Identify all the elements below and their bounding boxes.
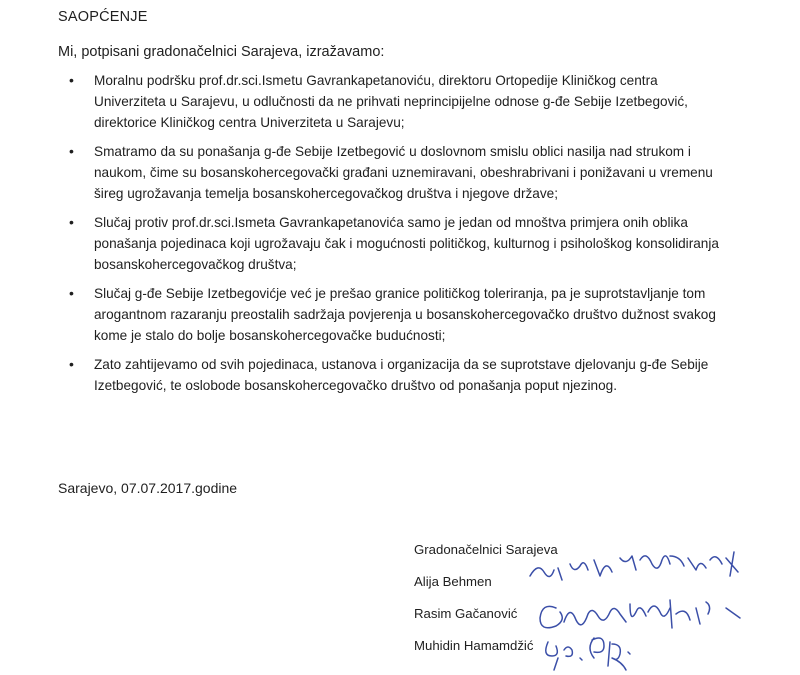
signer-name: Muhidin Hamamdžić <box>414 638 534 653</box>
signature-stroke <box>546 638 630 670</box>
list-item: • Moralnu podršku prof.dr.sci.Ismetu Gavrankapetanoviću, direktoru Ortopedije Kliničkog centra Univerziteta u Sarajevu, u odlučnosti da ne prihvati neprincipijelne odnose g-đe Sebije Izetbegović, direktorice Kliničkog centra Univerziteta u Sarajevu; <box>68 70 728 133</box>
list-item: • Slučaj g-đe Sebije Izetbegovićje već je prešao granice političkog toleriranja, pa je suprotstavljanje tom arogantnom razaranju preostalih sadržaja povjerenja u bosanskohercegovačko društvo dužnost svakog kome je stalo do bolje bosanskohercegovačke budućnosti; <box>68 283 728 346</box>
place-date: Sarajevo, 07.07.2017.godine <box>58 480 238 496</box>
signer-name: Rasim Gačanović <box>414 606 518 621</box>
list-item: • Zato zahtijevamo od svih pojedinaca, ustanova i organizacija da se suprotstave djelovanju g-đe Sebije Izetbegović, te oslobode bosanskohercegovačko društvo od ponašanja poput njezinog. <box>68 354 728 396</box>
document-title: SAOPĆENJE <box>58 9 148 25</box>
signature-stroke <box>540 600 740 628</box>
signers-heading: Gradonačelnici Sarajeva <box>414 542 558 557</box>
list-item: • Smatramo da su ponašanja g-đe Sebije Izetbegović u doslovnom smislu oblici nasilja nad strukom i naukom, čime su bosanskohercegovački građani uznemiravani, obeshrabrivani i ponižavani u vremenu šireg ugrožavanja temelja bosanskohercegovačkog društva i njegove države; <box>68 141 728 204</box>
signer-name: Alija Behmen <box>414 574 492 589</box>
statement-list <box>68 70 728 404</box>
intro-text: Mi, potpisani gradonačelnici Sarajeva, izražavamo: <box>58 44 385 60</box>
signature-stroke <box>530 552 738 580</box>
list-item: • Slučaj protiv prof.dr.sci.Ismeta Gavrankapetanovića samo je jedan od mnoštva primjera onih oblika ponašanja pojedinaca koji ugrožavaju čak i mogućnosti političkog, kulturnog i psihološkog konsolidiranja bosanskohercegovačkog društva; <box>68 212 728 275</box>
handwritten-signatures <box>520 538 800 675</box>
